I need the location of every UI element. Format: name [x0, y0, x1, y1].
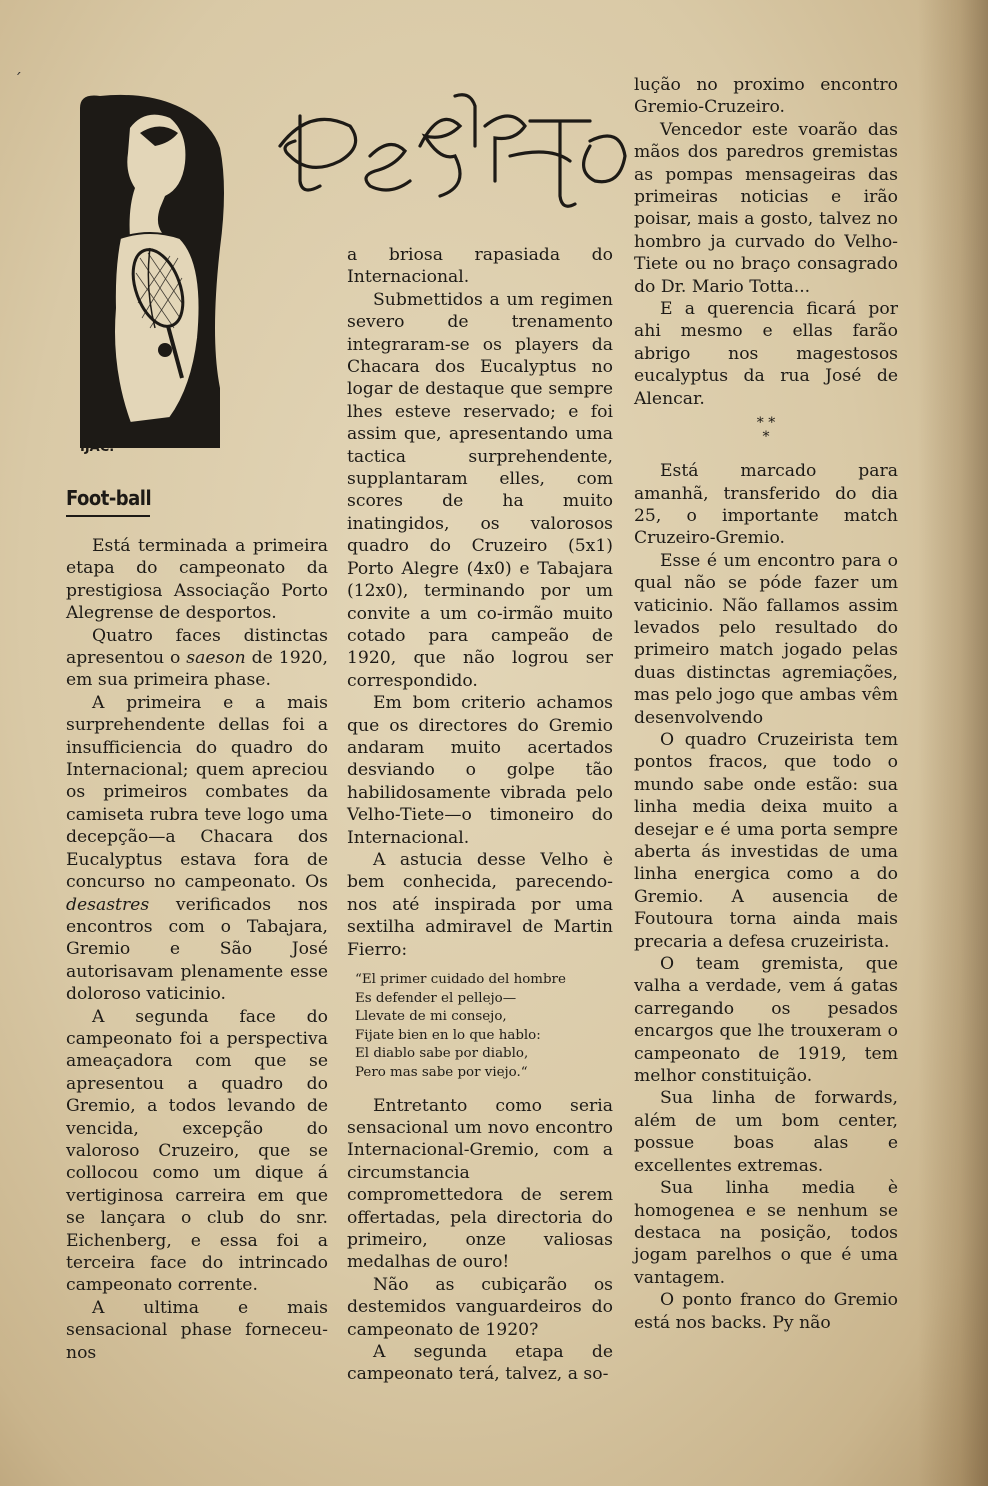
article-paragraph: [66, 535, 328, 625]
masthead-lettering: [270, 86, 630, 216]
article-paragraph: [66, 1006, 328, 1297]
article-paragraph: [66, 625, 328, 692]
section-title: Foot-ball: [66, 486, 152, 510]
article-paragraph: [66, 1297, 328, 1364]
article-column-2: [347, 244, 613, 1386]
paragraph-text: Está terminada a primeira etapa do campeonato da prestigiosa Associação Porto Alegrense de desportos.: [66, 536, 328, 624]
article-paragraph: [634, 1177, 898, 1289]
paragraph-text: Sua linha de forwards, além de um bom center, possue boas alas e excellentes extremas.: [634, 1088, 898, 1176]
emphasis-text: desastres: [66, 894, 150, 915]
poem-line: “El primer cuidado del hombre: [355, 972, 566, 987]
article-paragraph: [347, 244, 613, 289]
paragraph-text: de 1920, em sua primeira phase.: [66, 648, 328, 691]
poem-block: [347, 971, 613, 1083]
column-3-paragraphs-a: [634, 74, 898, 410]
paragraph-text: Está marcado para amanhã, transferido do dia 25, o importante match Cruzeiro-Gremio.: [634, 461, 898, 549]
paragraph-text: A segunda face do campeonato foi a perspectiva ameaçadora com que se apresentou a quadro do Gremio, a todos levando de vencida, excepção do valoroso Cruzeiro, que se collocou como um dique á vertiginosa carreira em que se lançara o club do snr. Eichenberg, e essa foi a terceira face do intrincado campeonato corrente.: [66, 1006, 328, 1296]
column-3-paragraphs-b: [634, 460, 898, 1334]
paragraph-text: Sua linha media è homogenea e se nenhum se destaca na posição, todos jogam parelhos o que é uma vantagem.: [634, 1178, 898, 1288]
article-column-3: [634, 74, 898, 1334]
article-paragraph: [634, 74, 898, 119]
poem-line: Es defender el pellejo—: [355, 990, 517, 1006]
separator-line: * *: [756, 415, 776, 432]
article-paragraph: [634, 1087, 898, 1177]
article-paragraph: [347, 849, 613, 961]
article-paragraph: [634, 729, 898, 953]
article-column-1: [66, 535, 328, 1364]
paragraph-text: O team gremista, que valha a verdade, vem á gatas carregando os pesados encargos que lhe trouxeram o campeonato de 1919, tem melhor constituição.: [634, 954, 898, 1087]
paragraph-text: O quadro Cruzeirista tem pontos fracos, que todo o mundo sabe onde estão: sua linha media deixa muito a desejar e é uma porta sempre aberta ás investidas de uma linha energica como a do Gremio. A ausencia de Foutoura torna ainda mais precaria a defesa cruzeirista.: [634, 729, 898, 952]
emphasis-text: saeson: [186, 648, 246, 669]
article-paragraph: [634, 298, 898, 410]
article-paragraph: [634, 550, 898, 729]
section-separator: [634, 416, 898, 444]
poem-line: Fijate bien en lo que hablo:: [355, 1027, 541, 1043]
illustration-signature: IJAC.: [80, 440, 115, 455]
paragraph-text: E a querencia ficará por ahi mesmo e ellas farão abrigo nos magestosos eucalyptus da rua José de Alencar.: [634, 299, 898, 409]
paragraph-text: A primeira e a mais surprehendente dellas foi a insufficiencia do quadro do Internacional; quem apreciou os primeiros combates da camiseta rubra teve logo uma decepção—a Chacara dos Eucalyptus estava fora de concurso no campeonato. Os: [66, 692, 328, 893]
article-paragraph: [634, 1289, 898, 1334]
paragraph-text: A astucia desse Velho è bem conhecida, parecendo-nos até inspirada por uma sextilha admiravel de Martin Fierro:: [347, 849, 613, 960]
article-paragraph: [347, 289, 613, 692]
paragraph-text: verificados nos encontros com o Tabajara, Gremio e São José autorisavam plenamente esse doloroso vaticinio.: [66, 894, 328, 1005]
column-2-paragraphs-b: [347, 1095, 613, 1386]
paragraph-text: Submettidos a um regimen severo de trenamento integraram-se os players da Chacara dos Eucalyptus no logar de destaque que sempre lhes esteve reservado; e foi assim que, apresentando uma tactica surprehendente, supplantaram elles, com scores de ha muito inatingidos, os valorosos quadro do Cruzeiro (5x1) Porto Alegre (4x0) e Tabajara (12x0), terminando por um convite a um co-irmão muito cotado para campeão de 1920, que não logrou ser correspondido.: [347, 289, 613, 691]
poem-line: Pero mas sabe por viejo.“: [355, 1064, 528, 1080]
page-edge-shadow: [918, 0, 988, 1486]
article-paragraph: [634, 119, 898, 298]
margin-mark: ´: [14, 70, 22, 89]
article-paragraph: [634, 460, 898, 550]
tennis-player-illustration-icon: [70, 88, 230, 458]
column-2-paragraphs-a: [347, 244, 613, 961]
article-paragraph: [347, 1274, 613, 1341]
paragraph-text: lução no proximo encontro Gremio-Cruzeiro.: [634, 75, 898, 118]
poem-line: El diablo sabe por diablo,: [355, 1046, 529, 1062]
paragraph-text: A ultima e mais sensacional phase forneceu-nos: [66, 1297, 328, 1363]
separator-line: *: [762, 429, 770, 446]
paragraph-text: Entretanto como seria sensacional um novo encontro Internacional-Gremio, com a circumstancia compromettedora de serem offertadas, pela directoria do primeiro, onze valiosas medalhas de ouro!: [347, 1095, 613, 1273]
article-paragraph: [347, 1341, 613, 1386]
paragraph-text: Não as cubiçarão os destemidos vanguardeiros do campeonato de 1920?: [347, 1274, 613, 1340]
paragraph-text: Em bom criterio achamos que os directores do Gremio andaram muito acertados desviando o golpe tão habilidosamente vibrada pelo Velho-Tiete—o timoneiro do Internacional.: [347, 693, 613, 848]
paragraph-text: O ponto franco do Gremio está nos backs. Py não: [634, 1290, 898, 1333]
poem-line: Llevate de mi consejo,: [355, 1009, 507, 1025]
paragraph-text: a briosa rapasiada do Internacional.: [347, 245, 613, 288]
article-paragraph: [634, 953, 898, 1087]
paragraph-text: A segunda etapa de campeonato terá, talvez, a so-: [347, 1342, 613, 1385]
paragraph-text: Vencedor este voarão das mãos dos paredros gremistas as pompas mensageiras das primeiras noticias e irão poisar, mais a gosto, talvez no hombro ja curvado do Velho-Tiete ou no braço consagrado do Dr. Mario Totta...: [634, 119, 898, 297]
article-paragraph: [347, 692, 613, 849]
article-paragraph: [66, 692, 328, 1006]
paragraph-text: Quatro faces distinctas apresentou o: [66, 625, 328, 669]
paragraph-text: Esse é um encontro para o qual não se póde fazer um vaticinio. Não fallamos assim levados pelo resultado do primeiro match jogado pelas duas distinctas agremiações, mas pelo jogo que ambas vêm desenvolvendo: [634, 550, 898, 728]
section-title-rule: [66, 515, 150, 517]
article-paragraph: [347, 1095, 613, 1274]
